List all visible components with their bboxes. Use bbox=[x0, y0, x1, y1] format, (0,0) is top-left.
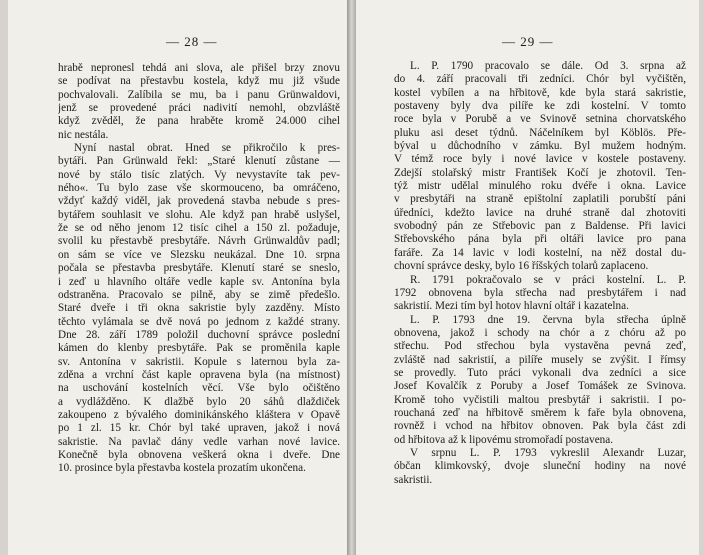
text-line: jenž se provedené práci nadivití nemohl, obzvláště bbox=[58, 102, 340, 115]
text-line: Dne 28. září 1789 položil duchovní správce poslední bbox=[58, 328, 340, 341]
text-line: zvláště nad sakristií, a pilíře musely se zvýšit. I římsy bbox=[394, 353, 686, 366]
left-page-number: — 28 — bbox=[166, 34, 218, 49]
text-line: se podívat na přestavbu kostela, když mu již všude bbox=[58, 75, 340, 88]
text-line: pochvalovali. Zalíbila se mu, ba i panu Grünwaldovi, bbox=[58, 88, 340, 101]
text-line: faráře. Za 14 lavic v lodi kostelní, na něž dostal du- bbox=[394, 246, 686, 259]
text-line: sv. Antonína v sakristii. Kopule s laternou byla za- bbox=[58, 355, 340, 368]
text-line: týž mistr udělal minulého roku dvéře i okna. Lavice bbox=[394, 180, 686, 193]
text-line: svobodný pán ze Střebovic pan z Baldense. Při lavici bbox=[394, 220, 686, 233]
text-line: chovní správce desky, bylo 16 říšských tolarů zaplaceno. bbox=[394, 260, 649, 273]
right-page-text bbox=[394, 60, 686, 487]
text-line: zděna a vrchní část kaple opravena byla (na místnost) bbox=[58, 368, 340, 381]
text-line: po 1 zl. 15 kr. Chór byl také upraven, jakož i nová bbox=[58, 422, 340, 435]
text-line: že se od něho jenom 12 tisíc cihel a 150 zl. požaduje, bbox=[58, 222, 340, 235]
text-line: nové by stálo tisíc zlatých. Vy nevystavíte tak pev- bbox=[58, 168, 340, 181]
text-line: i zeď u hlavního oltáře vedle kaple sv. Antonína byla bbox=[58, 275, 340, 288]
text-line: L. P. 1793 dne 19. června byla střecha úplně bbox=[410, 313, 686, 326]
text-line: Nyní nastal obrat. Hned se přikročilo k pres- bbox=[74, 142, 340, 155]
text-line: obnovena, jakož i schody na chór a z chóru až po bbox=[394, 326, 686, 339]
text-line: sakristii. bbox=[394, 473, 433, 486]
text-line: L. P. 1790 pracovalo se dále. Od 3. srpna až bbox=[410, 60, 686, 72]
text-line: Josef Kovalčík z Poruby a Josef Tomášek ze Svinova. bbox=[394, 380, 686, 393]
text-line: postaveny byly dva pilíře ke zdi kostelní. V tomto bbox=[394, 100, 686, 113]
text-line: od hřbitova až k lipovému stromořadí postavena. bbox=[394, 433, 614, 446]
text-line: se provedly. Tuto práci vykonali dva zedníci a sice bbox=[394, 366, 686, 379]
right-page bbox=[356, 0, 699, 555]
text-line: on sám se více ve Slezsku neukázal. Dne 10. srpna bbox=[58, 248, 340, 261]
text-line: v presbytáři na straně epištolní zaplatili porubští páni bbox=[394, 193, 686, 206]
text-line: nic nestála. bbox=[58, 128, 109, 141]
text-line: a vydlážděno. K dlažbě bylo 20 sáhů dlaždiček bbox=[58, 395, 340, 408]
text-line: počala se přestavba presbytáře. Klenutí staré se sneslo, bbox=[58, 262, 340, 275]
text-line: Zdejší stolařský mistr František Kočí je zhotovil. Ten- bbox=[394, 166, 686, 179]
text-line: V srpnu L. P. 1793 vykreslil Alexandr Luzar, bbox=[410, 446, 686, 459]
text-line: 1792 obnovena byla střecha nad presbytářem i nad bbox=[394, 286, 686, 299]
text-line: na uschování kostelních věcí. Vše bylo očištěno bbox=[58, 382, 340, 395]
text-line: 10. prosince byla přestavba kostela prozatím ukončena. bbox=[58, 462, 306, 475]
text-line: roce byla v Porubě a ve Svinově setnina chorvatského bbox=[394, 113, 686, 126]
text-line: Střebovského pána byla při oltáři lavice pro pana bbox=[394, 233, 686, 246]
text-line: kámen do klenby presbytáře. Pak se proměnila kaple bbox=[58, 342, 340, 355]
text-line: Konečně byla obnovena veškerá okna i dveře. Dne bbox=[58, 448, 340, 461]
text-line: hrabě nepronesl tehdá ani slova, ale přišel brzy znovu bbox=[58, 62, 340, 74]
text-line: střechu. Pod střechou byla vystavěna pevná zeď, bbox=[394, 340, 686, 353]
text-line: rouchaná zeď na hřbitově směrem k faře byla obnovena, bbox=[394, 406, 686, 419]
text-line: ného«. Tu bylo zase vše skormouceno, ba omráčeno, bbox=[58, 182, 340, 195]
left-page-text bbox=[58, 62, 340, 476]
text-line: bytáři. Pan Grünwald řekl: „Staré klenutí zůstane — bbox=[58, 155, 340, 168]
text-line: óbčan klimkovský, dvoje sluneční hodiny na nové bbox=[394, 460, 686, 473]
right-page-number: — 29 — bbox=[502, 34, 554, 49]
text-line: když zvěděl, že pana hraběte kromě 24.000 cihel bbox=[58, 115, 340, 128]
text-line: Staré dveře i tři okna sakristie byly zazděny. Místo bbox=[58, 302, 340, 315]
text-line: bytářem souhlasit ve slohu. Ale když pan hrabě uslyšel, bbox=[58, 208, 340, 221]
text-line: úředníci, kdežto lavice na druhé straně dal zhotoviti bbox=[394, 206, 686, 219]
text-line: těchto vylámala se dvě nová po jednom z každé strany. bbox=[58, 315, 340, 328]
text-line: sakristie. Na pavlač dány vedle varhan nové lavice. bbox=[58, 435, 340, 448]
left-page bbox=[8, 0, 348, 555]
text-line: pluku asi deset týdnů. Náčelníkem byl Köblös. Pře- bbox=[394, 126, 686, 139]
text-line: zakoupeno z bývalého dominikánského kláštera v Opavě bbox=[58, 408, 340, 421]
text-line: kostel vybílen a na hřbitově, kde byla stará sakristie, bbox=[394, 86, 686, 99]
text-line: býval u důchodního v zámku. Byl mužem hodným. bbox=[394, 140, 686, 153]
right-page-edge bbox=[699, 0, 704, 555]
text-line: Kromě toho vyčistili maltou presbytář i sakristii. I po- bbox=[394, 393, 686, 406]
text-line: do 4. září pracovali tři zedníci. Chór byl vyčištěn, bbox=[394, 73, 686, 86]
text-line: vždyť každý viděl, jak provedená stavba nebude s pres- bbox=[58, 195, 340, 208]
text-line: svolil ku přestavbě presbytáře. Návrh Grünwaldův padl; bbox=[58, 235, 340, 248]
left-page-edge bbox=[0, 0, 8, 555]
text-line: sakristií. Mezi tím byl hotov hlavní oltář i kazatelna. bbox=[394, 300, 629, 313]
text-line: rovněž i vchod na hřbitov obnoven. Pak byla část zdi bbox=[394, 420, 686, 433]
text-line: odstraněna. Pracovalo se pilně, aby se zimě předešlo. bbox=[58, 288, 340, 301]
text-line: R. 1791 pokračovalo se v práci kostelní. L. P. bbox=[410, 273, 686, 286]
text-line: V témž roce byly i nové lavice v kostele postaveny. bbox=[394, 153, 686, 166]
